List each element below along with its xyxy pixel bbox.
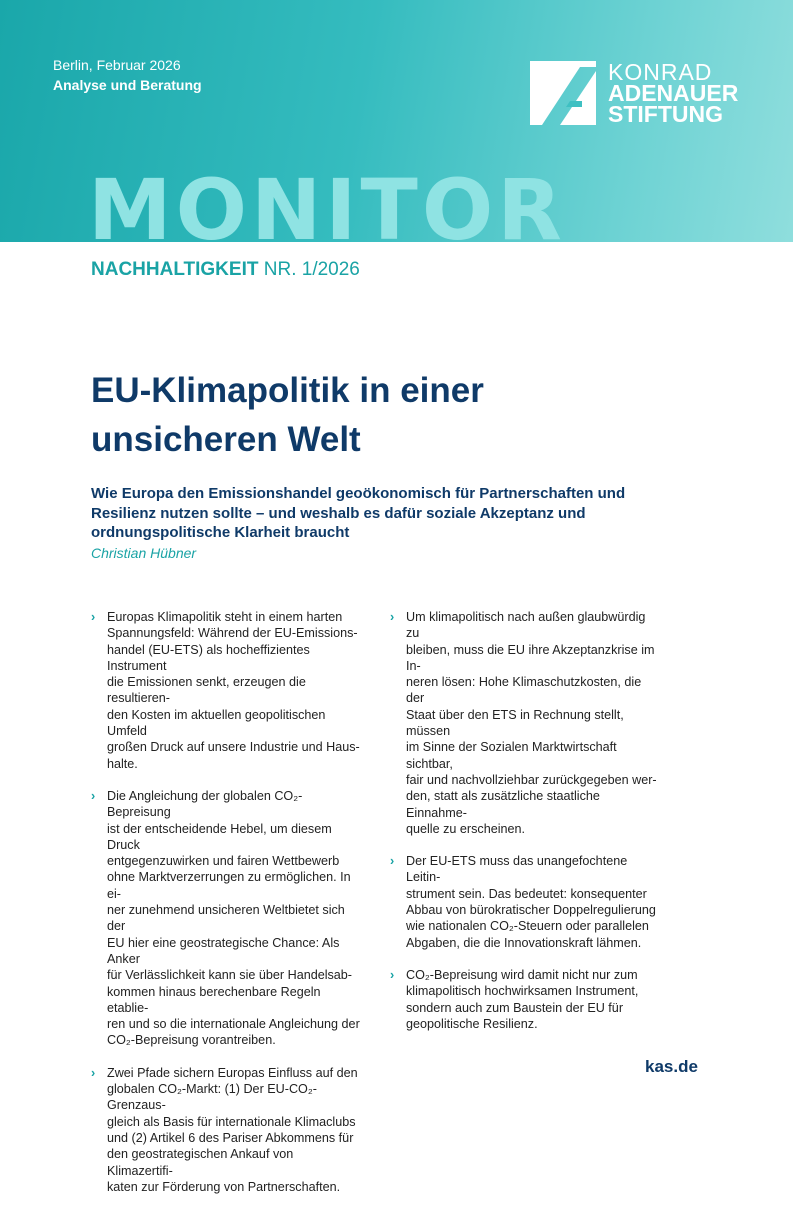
bullet-chevron-icon: › — [91, 788, 96, 803]
bullet-chevron-icon: › — [390, 967, 395, 982]
bullet-line: globalen CO₂-Markt: (1) Der EU-CO₂-Grenzaus- — [107, 1082, 317, 1113]
bullet-line: Abbau von bürokratischer Doppelregulierung — [406, 903, 656, 918]
series-number: NR. 1/2026 — [258, 259, 360, 280]
series-category: NACHHALTIGKEIT — [91, 259, 259, 280]
bullet-line: ren und so die internationale Angleichung der — [107, 1017, 360, 1032]
page-title — [91, 366, 711, 464]
summary-bullet — [390, 853, 660, 951]
summary-bullet — [390, 609, 660, 837]
bullet-line: geopolitische Resilienz. — [406, 1016, 538, 1031]
place-date: Berlin, Februar 2026 — [53, 57, 181, 73]
bullet-line: entgegenzuwirken und fairen Wettbewerb — [107, 854, 340, 869]
bullet-line: quelle zu erscheinen. — [406, 821, 526, 836]
bullet-line: den, statt als zusätzliche staatliche Einnahme- — [406, 789, 600, 820]
bullet-line: sondern auch zum Baustein der EU für — [406, 1000, 624, 1015]
bullet-line: ohne Marktverzerrungen zu ermöglichen. In ei- — [107, 870, 351, 901]
bullet-line: neren lösen: Hohe Klimaschutzkosten, die der — [406, 675, 642, 706]
kas-logo-icon — [530, 61, 596, 125]
title-line: unsicheren Welt — [91, 420, 361, 459]
summary-bullet — [390, 967, 660, 1032]
bullet-line: strument sein. Das bedeutet: konsequenter — [406, 886, 647, 901]
bullet-line: Spannungsfeld: Während der EU-Emissions- — [107, 626, 358, 641]
bullet-line: ist der entscheidende Hebel, um diesem Druck — [107, 821, 332, 852]
website-link[interactable]: kas.de — [645, 1057, 698, 1076]
series-label — [91, 259, 360, 281]
bullet-line: handel (EU-ETS) als hocheffizientes Instrument — [107, 642, 310, 673]
bullet-line: ner zunehmend unsicheren Weltbietet sich der — [107, 903, 345, 934]
logo-line-stiftung: STIFTUNG — [608, 101, 723, 127]
subtitle-line: ordnungspolitische Klarheit braucht — [91, 524, 350, 541]
bullet-line: katen zur Förderung von Partnerschaften. — [107, 1179, 341, 1194]
bullet-line: kommen hinaus berechenbare Regeln etablie- — [107, 984, 321, 1015]
bullet-line: die Emissionen senkt, erzeugen die resultieren- — [107, 675, 306, 706]
bullet-line: fair und nachvollziehbar zurückgegeben wer- — [406, 772, 657, 787]
bullet-chevron-icon: › — [91, 610, 96, 624]
bullet-line: im Sinne der Sozialen Marktwirtschaft sichtbar, — [406, 740, 617, 771]
subtitle-line: Resilienz nutzen sollte – und weshalb es dafür soziale Akzeptanz und — [91, 504, 586, 522]
bullet-line: bleiben, muss die EU ihre Akzeptanzkrise im In- — [406, 642, 655, 673]
bullet-line: EU hier eine geostrategische Chance: Als Anker — [107, 935, 340, 966]
bullet-line: den Kosten im aktuellen geopolitischen Umfeld — [107, 707, 326, 739]
bullet-line: den geostrategischen Ankauf von Klimazertifi- — [107, 1147, 294, 1178]
header-banner — [0, 0, 793, 242]
title-line: EU-Klimapolitik in einer — [91, 371, 484, 410]
document-type: Analyse und Beratung — [53, 77, 202, 93]
bullet-line: Europas Klimapolitik steht in einem harten — [107, 610, 343, 624]
summary-bullet — [91, 1065, 361, 1195]
bullet-line: klimapolitisch hochwirksamen Instrument, — [406, 984, 639, 999]
bullet-line: und (2) Artikel 6 des Pariser Abkommens für — [107, 1130, 354, 1145]
bullet-line: großen Druck auf unsere Industrie und Haus- — [107, 740, 360, 755]
left-column — [91, 609, 361, 1211]
bullet-chevron-icon: › — [390, 854, 395, 869]
bullet-line: für Verlässlichkeit kann sie über Handelsab- — [107, 968, 353, 983]
logo-line-konrad: KONRAD — [608, 59, 713, 85]
bullet-chevron-icon: › — [390, 610, 395, 624]
bullet-line: Der EU-ETS muss das unangefochtene Leitin- — [406, 854, 628, 885]
kas-logo — [530, 61, 760, 127]
bullet-line: halte. — [107, 756, 138, 771]
bullet-line: gleich als Basis für internationale Klimaclubs — [107, 1114, 356, 1129]
bullet-line: Zwei Pfade sichern Europas Einfluss auf den — [107, 1065, 358, 1080]
bullet-line: CO₂-Bepreisung wird damit nicht nur zum — [406, 967, 638, 982]
summary-bullet — [91, 788, 361, 1049]
subtitle — [91, 484, 691, 543]
bullet-line: Staat über den ETS in Rechnung stellt, müssen — [406, 707, 624, 739]
summary-bullet — [91, 609, 361, 772]
bullet-line: Die Angleichung der globalen CO₂-Bepreisung — [107, 788, 303, 820]
subtitle-line: Wie Europa den Emissionshandel geoökonomisch für Partnerschaften und — [91, 485, 626, 502]
right-column — [390, 609, 660, 1048]
bullet-line: CO₂-Bepreisung vorantreiben. — [107, 1033, 276, 1048]
bullet-line: Um klimapolitisch nach außen glaubwürdig zu — [406, 610, 646, 641]
monitor-wordmark: MONITOR — [88, 161, 566, 242]
bullet-line: Abgaben, die die Innovationskraft lähmen. — [406, 935, 642, 950]
bullet-chevron-icon: › — [91, 1065, 96, 1080]
bullet-line: wie nationalen CO₂-Steuern oder parallelen — [406, 919, 649, 934]
author: Christian Hübner — [91, 545, 197, 561]
logo-line-adenauer: ADENAUER — [608, 80, 739, 106]
